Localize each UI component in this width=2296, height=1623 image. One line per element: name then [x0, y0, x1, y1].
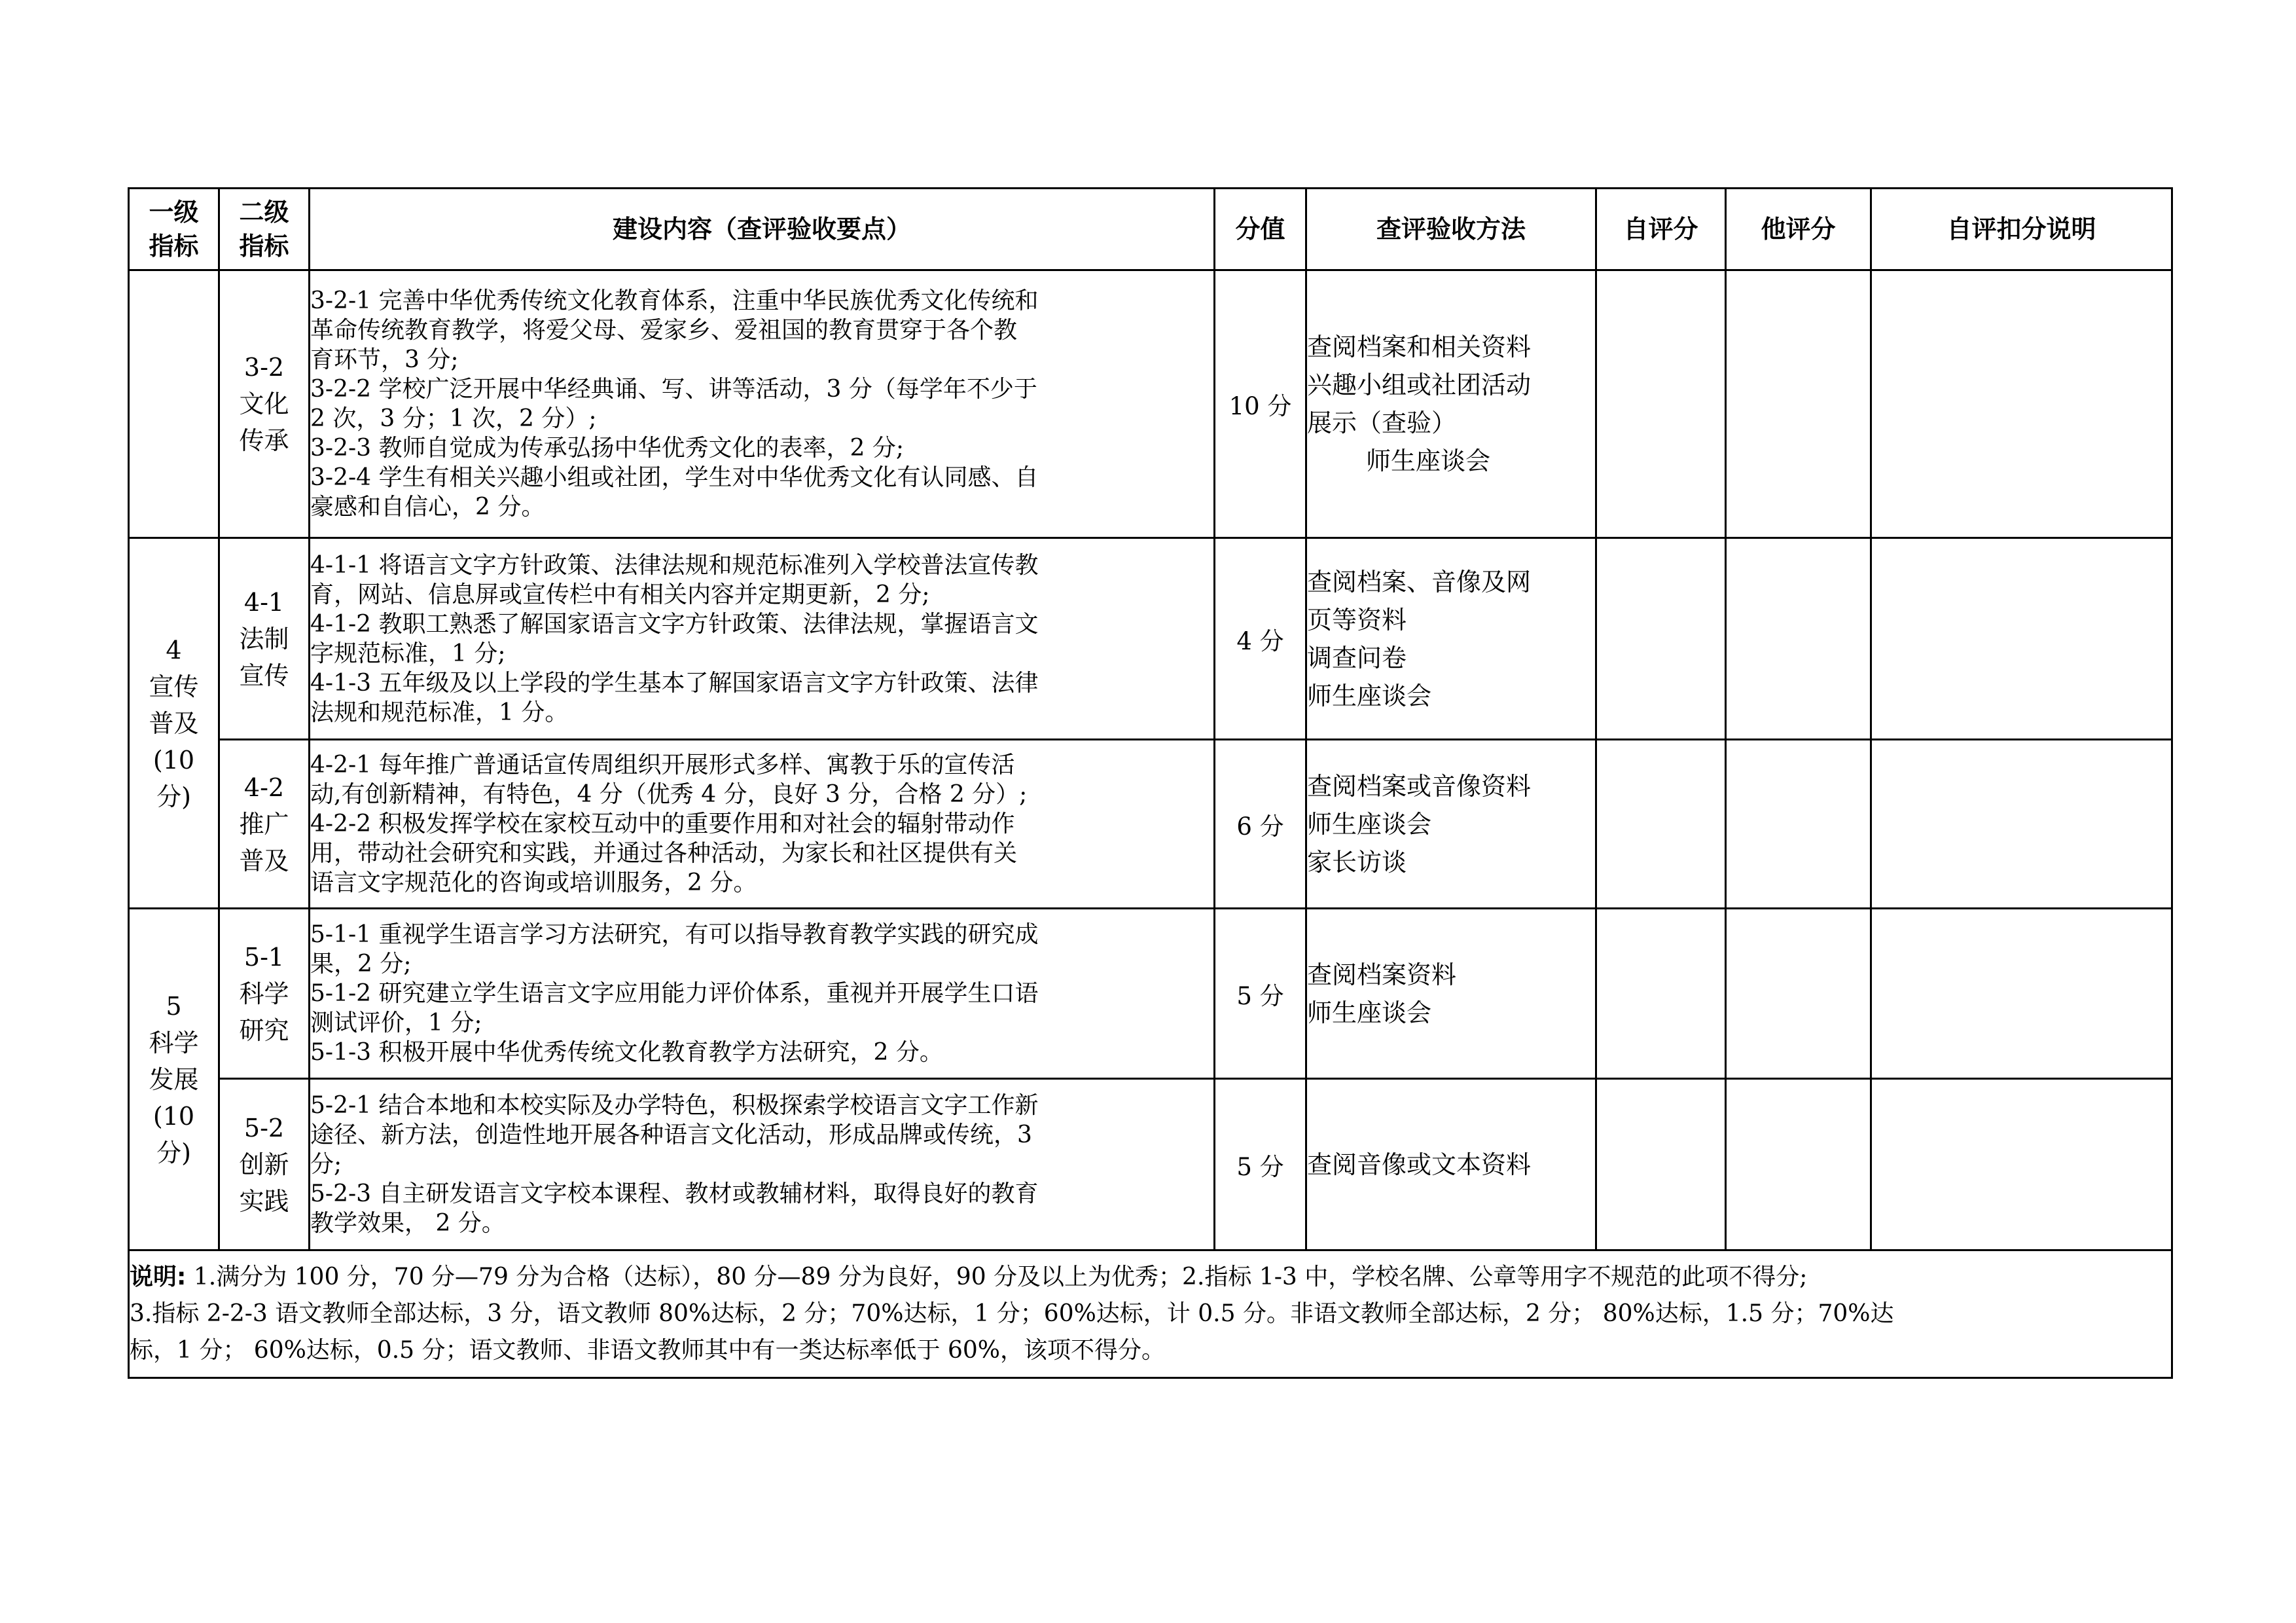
self-score-cell[interactable]: [1596, 740, 1726, 909]
level2-cell: 4-1 法制 宣传: [219, 538, 310, 740]
header-deduction-explain: 自评扣分说明: [1871, 189, 2172, 270]
content-line: 语言文字规范化的咨询或培训服务，2 分。: [310, 869, 757, 896]
method-line: 查阅档案和相关资料: [1307, 333, 1532, 361]
level2-cell: 5-1 科学 研究: [219, 909, 310, 1079]
method-line: 师生座谈会: [1307, 809, 1432, 839]
self-score-cell[interactable]: [1596, 270, 1726, 538]
method-line: 师生座谈会: [1307, 681, 1432, 710]
content-line: 途径、新方法，创造性地开展各种语言文化活动，形成品牌或传统，3: [310, 1122, 1032, 1148]
content-line: 5-1-3 积极开展中华优秀传统文化教育教学方法研究，2 分。: [310, 1039, 943, 1066]
content-line: 育环节，3 分;: [310, 346, 459, 373]
note-line: 3.指标 2-2-3 语文教师全部达标，3 分，语文教师 80%达标，2 分；70%达标，1 分；60%达标，计 0.5 分。非语文教师全部达标，2 分； 80%达标，1.5 分；70%达: [130, 1300, 1894, 1327]
deduction-explain-cell[interactable]: [1871, 270, 2172, 538]
self-score-cell[interactable]: [1596, 538, 1726, 740]
content-line: 动,有创新精神，有特色，4 分（优秀 4 分，良好 3 分，合格 2 分）;: [310, 781, 1028, 808]
deduction-explain-cell[interactable]: [1871, 740, 2172, 909]
score-cell: 5 分: [1215, 1079, 1306, 1250]
deduction-explain-cell[interactable]: [1871, 538, 2172, 740]
self-score-cell[interactable]: [1596, 909, 1726, 1079]
content-line: 测试评价，1 分;: [310, 1010, 482, 1036]
other-score-cell[interactable]: [1726, 270, 1871, 538]
other-score-cell[interactable]: [1726, 538, 1871, 740]
content-line: 豪感和自信心，2 分。: [310, 494, 545, 520]
level1-cell: 5 科学 发展 (10 分): [129, 909, 219, 1250]
method-line: 家长访谈: [1307, 847, 1407, 877]
header-other-score: 他评分: [1726, 189, 1871, 270]
note-line: [130, 1259, 2171, 1296]
content-cell: [310, 1079, 1215, 1250]
content-line: 3-2-2 学校广泛开展中华经典诵、写、讲等活动，3 分（每学年不少于: [310, 376, 1037, 403]
content-cell: [310, 909, 1215, 1079]
table-row: [129, 1079, 2172, 1250]
method-line: 展示（查验）: [1307, 409, 1457, 437]
method-line: 查阅档案资料: [1307, 960, 1457, 989]
content-line: 4-1-1 将语言文字方针政策、法律法规和规范标准列入学校普法宣传教: [310, 551, 1039, 579]
method-line: 师生座谈会: [1366, 447, 1491, 475]
table-row: [129, 270, 2172, 538]
table-row: [129, 740, 2172, 909]
method-cell: [1306, 909, 1596, 1079]
content-line: 字规范标准，1 分;: [310, 640, 506, 667]
method-line: 调查问卷: [1307, 643, 1407, 672]
score-cell: 10 分: [1215, 270, 1306, 538]
method-line: 查阅音像或文本资料: [1307, 1150, 1532, 1179]
method-cell: [1306, 538, 1596, 740]
other-score-cell[interactable]: [1726, 1079, 1871, 1250]
content-line: 分;: [310, 1151, 342, 1178]
content-line: 3-2-1 完善中华优秀传统文化教育体系，注重中华民族优秀文化传统和: [310, 287, 1039, 314]
content-line: 用，带动社会研究和实践，并通过各种活动，为家长和社区提供有关: [310, 840, 1018, 867]
content-line: 4-2-1 每年推广普通话宣传周组织开展形式多样、寓教于乐的宣传活: [310, 752, 1015, 778]
content-line: 4-1-3 五年级及以上学段的学生基本了解国家语言文字方针政策、法律: [310, 669, 1039, 697]
content-line: 2 次，3 分；1 次，2 分）;: [310, 405, 597, 432]
content-cell: [310, 270, 1215, 538]
other-score-cell[interactable]: [1726, 740, 1871, 909]
content-cell: [310, 740, 1215, 909]
level2-cell: 4-2 推广 普及: [219, 740, 310, 909]
content-line: 5-1-1 重视学生语言学习方法研究，有可以指导教育教学实践的研究成: [310, 921, 1039, 948]
content-line: 3-2-4 学生有相关兴趣小组或社团，学生对中华优秀文化有认同感、自: [310, 464, 1039, 491]
note-label: 说明:: [130, 1264, 187, 1290]
note-line: 标，1 分； 60%达标，0.5 分；语文教师、非语文教师其中有一类达标率低于 60%，该项不得分。: [130, 1337, 1165, 1364]
header-level2: 二级 指标: [219, 189, 310, 270]
header-self-score: 自评分: [1596, 189, 1726, 270]
level1-cell-empty: [129, 270, 219, 538]
content-line: 果，2 分;: [310, 951, 412, 977]
content-line: 教学效果， 2 分。: [310, 1210, 505, 1237]
method-line: 师生座谈会: [1307, 998, 1432, 1027]
method-line: 查阅档案、音像及网: [1307, 567, 1532, 596]
content-line: 育，网站、信息屏或宣传栏中有相关内容并定期更新，2 分;: [310, 581, 930, 608]
score-cell: 4 分: [1215, 538, 1306, 740]
header-content: 建设内容（查评验收要点）: [310, 189, 1215, 270]
table-row: [129, 538, 2172, 740]
method-line: 兴趣小组或社团活动: [1307, 371, 1532, 399]
content-line: 5-2-1 结合本地和本校实际及办学特色，积极探索学校语言文字工作新: [310, 1092, 1039, 1119]
self-score-cell[interactable]: [1596, 1079, 1726, 1250]
method-cell: [1306, 270, 1596, 538]
content-line: 法规和规范标准，1 分。: [310, 699, 569, 726]
content-line: 4-2-2 积极发挥学校在家校互动中的重要作用和对社会的辐射带动作: [310, 811, 1015, 837]
header-row: [129, 189, 2172, 270]
note-cell: [129, 1250, 2172, 1378]
table-row: [129, 909, 2172, 1079]
content-line: 5-1-2 研究建立学生语言文字应用能力评价体系，重视并开展学生口语: [310, 980, 1039, 1007]
content-line: 革命传统教育教学，将爱父母、爱家乡、爱祖国的教育贯穿于各个教: [310, 317, 1018, 344]
deduction-explain-cell[interactable]: [1871, 909, 2172, 1079]
method-cell: [1306, 740, 1596, 909]
header-level1: 一级 指标: [129, 189, 219, 270]
level2-cell: 5-2 创新 实践: [219, 1079, 310, 1250]
method-cell: [1306, 1079, 1596, 1250]
note-text: 1.满分为 100 分，70 分—79 分为合格（达标），80 分—89 分为良好，90 分及以上为优秀；2.指标 1-3 中，学校名牌、公章等用字不规范的此项不得分;: [186, 1264, 1808, 1290]
level2-cell: 3-2 文化 传承: [219, 270, 310, 538]
method-line: 页等资料: [1307, 605, 1407, 634]
method-line: 查阅档案或音像资料: [1307, 771, 1532, 801]
score-cell: 6 分: [1215, 740, 1306, 909]
evaluation-table: [128, 187, 2173, 1379]
score-cell: 5 分: [1215, 909, 1306, 1079]
content-line: 5-2-3 自主研发语言文字校本课程、教材或教辅材料，取得良好的教育: [310, 1180, 1039, 1207]
other-score-cell[interactable]: [1726, 909, 1871, 1079]
note-row: [129, 1250, 2172, 1378]
content-line: 4-1-2 教职工熟悉了解国家语言文字方针政策、法律法规，掌握语言文: [310, 610, 1039, 638]
level1-cell: 4 宣传 普及 (10 分): [129, 538, 219, 909]
header-score: 分值: [1215, 189, 1306, 270]
header-method: 查评验收方法: [1306, 189, 1596, 270]
deduction-explain-cell[interactable]: [1871, 1079, 2172, 1250]
content-line: 3-2-3 教师自觉成为传承弘扬中华优秀文化的表率，2 分;: [310, 435, 904, 462]
content-cell: [310, 538, 1215, 740]
